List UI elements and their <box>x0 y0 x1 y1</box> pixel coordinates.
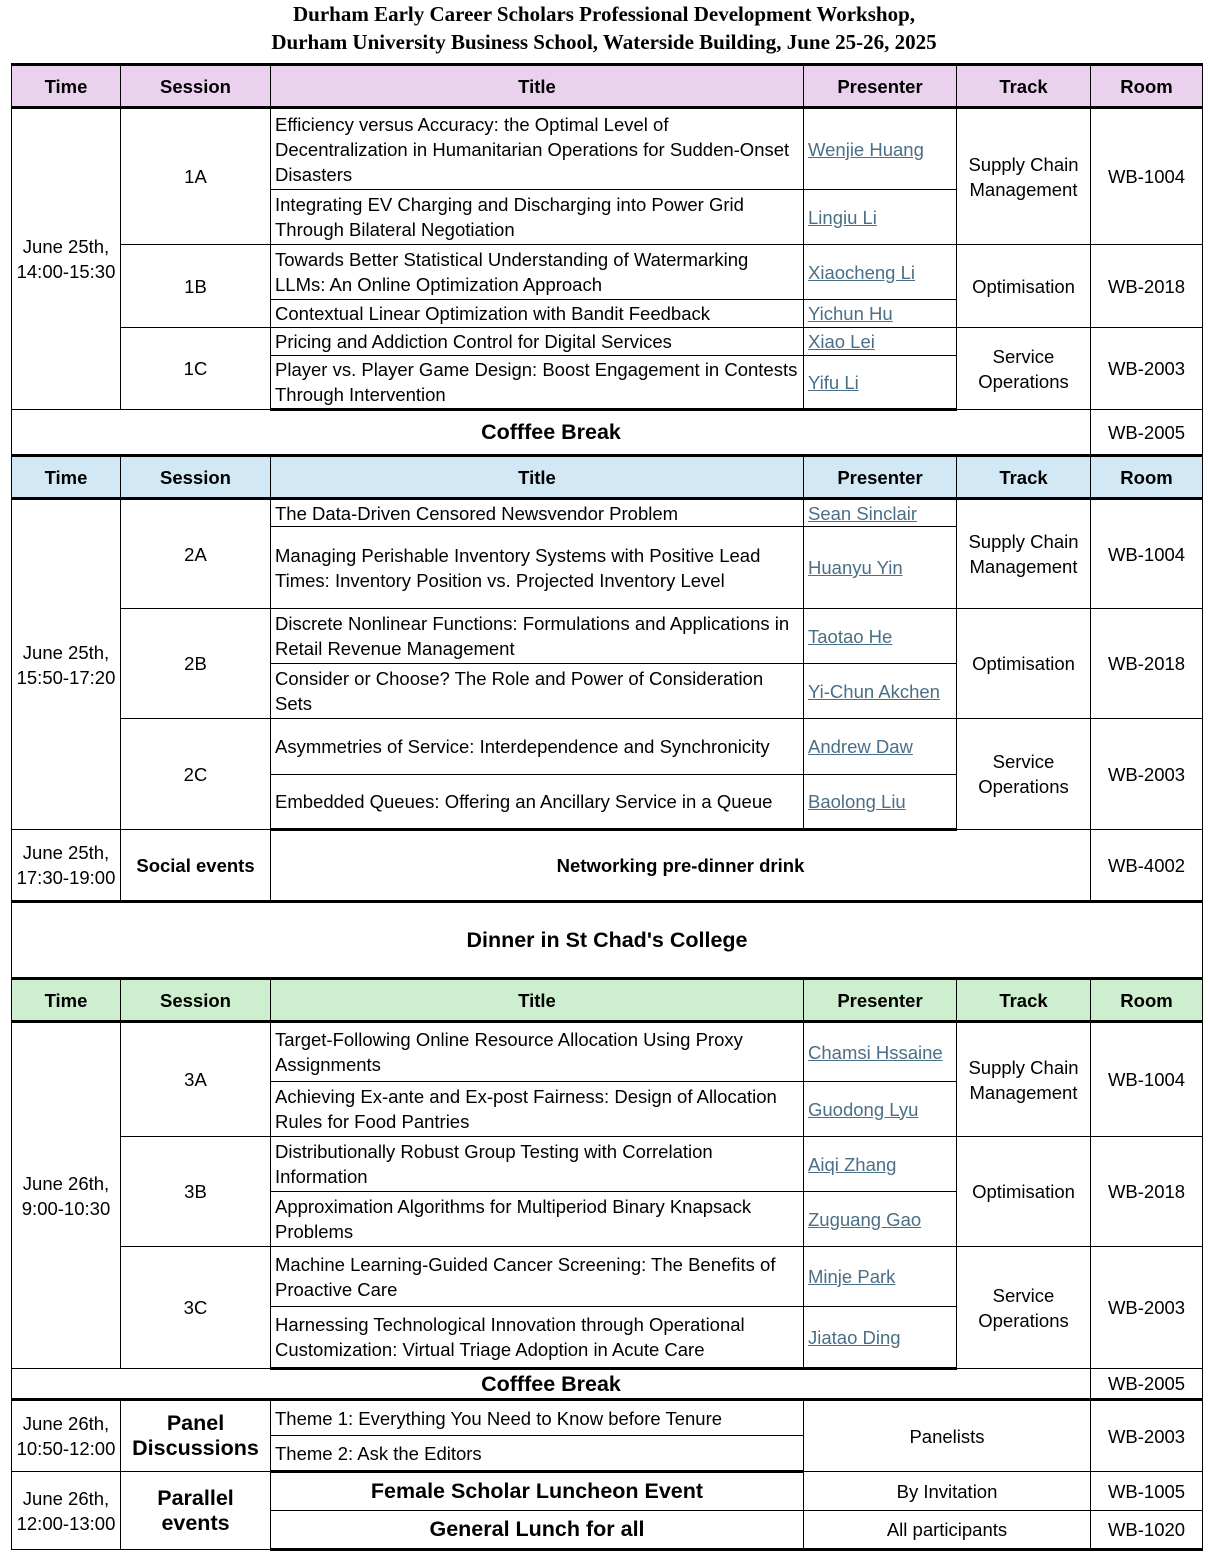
room: WB-2018 <box>1091 245 1203 328</box>
table-row <box>12 1137 1203 1192</box>
presenter-link[interactable]: Zuguang Gao <box>808 1208 922 1230</box>
session-label: Parallel events <box>121 1472 271 1550</box>
room: WB-2003 <box>1091 1247 1203 1369</box>
room: WB-2018 <box>1091 609 1203 719</box>
track: Supply Chain Management <box>957 108 1091 245</box>
track: Optimisation <box>957 1137 1091 1247</box>
talk-title: Player vs. Player Game Design: Boost Engagement in Contests Through Intervention <box>271 356 804 410</box>
talk-title: Integrating EV Charging and Discharging into Power Grid Through Bilateral Negotiation <box>271 190 804 245</box>
col-title: Title <box>271 456 804 499</box>
panel-theme-2: Theme 2: Ask the Editors <box>271 1436 804 1472</box>
table-row <box>12 609 1203 664</box>
col-time: Time <box>12 65 121 108</box>
session-label: Panel Discussions <box>121 1400 271 1472</box>
presenter-link[interactable]: Xiaocheng Li <box>808 261 915 283</box>
presenter-link[interactable]: Sean Sinclair <box>808 502 918 524</box>
talk-title: Discrete Nonlinear Functions: Formulations and Applications in Retail Revenue Management <box>271 609 804 664</box>
workshop-title-line-1: Durham Early Career Scholars Professional Development Workshop, <box>292 2 916 26</box>
session-id: 3B <box>121 1137 271 1247</box>
room: WB-2003 <box>1091 719 1203 830</box>
time-slot: June 25th, 15:50-17:20 <box>12 499 121 830</box>
table-row <box>12 719 1203 775</box>
col-presenter: Presenter <box>804 979 957 1022</box>
event-participants: By Invitation <box>804 1472 1091 1511</box>
presenter-link[interactable]: Yichun Hu <box>808 303 893 324</box>
coffee-break-label: Cofffee Break <box>12 410 1091 456</box>
talk-title: Embedded Queues: Offering an Ancillary Service in a Queue <box>271 775 804 830</box>
session-id: 2C <box>121 719 271 830</box>
session-id: 3C <box>121 1247 271 1369</box>
col-room: Room <box>1091 979 1203 1022</box>
session-id: 2B <box>121 609 271 719</box>
event-label: Networking pre-dinner drink <box>271 830 1091 902</box>
session-label: Social events <box>121 830 271 902</box>
presenter-link[interactable]: Yifu Li <box>808 371 859 393</box>
col-track: Track <box>957 65 1091 108</box>
time-slot: June 26th, 12:00-13:00 <box>12 1472 121 1550</box>
track: Supply Chain Management <box>957 499 1091 609</box>
session-id: 1C <box>121 328 271 410</box>
col-track: Track <box>957 979 1091 1022</box>
talk-title: Towards Better Statistical Understanding of Watermarking LLMs: An Online Optimization Approach <box>271 245 804 300</box>
table-row <box>12 328 1203 356</box>
talk-title: Managing Perishable Inventory Systems with Positive Lead Times: Inventory Position vs. Projected Inventory Level <box>271 527 804 609</box>
coffee-break-row <box>12 1369 1203 1400</box>
room: WB-2003 <box>1091 328 1203 410</box>
table-row <box>12 108 1203 190</box>
track: Service Operations <box>957 1247 1091 1369</box>
coffee-break-row <box>12 410 1203 456</box>
talk-title: Harnessing Technological Innovation through Operational Customization: Virtual Triage Adoption in Acute Care <box>271 1307 804 1369</box>
presenter-link[interactable]: Minje Park <box>808 1266 896 1287</box>
track: Optimisation <box>957 609 1091 719</box>
presenter-link[interactable]: Andrew Daw <box>808 736 913 757</box>
session-id: 3A <box>121 1022 271 1137</box>
presenter-link[interactable]: Yi-Chun Akchen <box>808 680 940 702</box>
track: Service Operations <box>957 719 1091 830</box>
col-time: Time <box>12 979 121 1022</box>
room: WB-1004 <box>1091 108 1203 245</box>
time-slot: June 26th, 10:50-12:00 <box>12 1400 121 1472</box>
presenter-link[interactable]: Xiao Lei <box>808 331 875 352</box>
presenter-link[interactable]: Guodong Lyu <box>808 1098 919 1120</box>
session-id: 1A <box>121 108 271 245</box>
col-session: Session <box>121 65 271 108</box>
talk-title: Achieving Ex-ante and Ex-post Fairness: Design of Allocation Rules for Food Pantries <box>271 1082 804 1137</box>
header-row <box>12 456 1203 499</box>
table-row <box>12 1022 1203 1082</box>
panel-participants: Panelists <box>804 1400 1091 1472</box>
room: WB-2005 <box>1091 410 1203 456</box>
talk-title: Target-Following Online Resource Allocation Using Proxy Assignments <box>271 1022 804 1082</box>
session-id: 2A <box>121 499 271 609</box>
room: WB-1005 <box>1091 1472 1203 1511</box>
session-id: 1B <box>121 245 271 328</box>
talk-title: Asymmetries of Service: Interdependence and Synchronicity <box>271 719 804 775</box>
presenter-link[interactable]: Aiqi Zhang <box>808 1153 897 1175</box>
talk-title: The Data-Driven Censored Newsvendor Problem <box>271 499 804 527</box>
presenter-link[interactable]: Lingiu Li <box>808 206 877 228</box>
coffee-break-label: Cofffee Break <box>12 1369 1091 1400</box>
presenter-link[interactable]: Chamsi Hssaine <box>808 1041 943 1063</box>
workshop-title-line-2: Durham University Business School, Waterside Building, June 25-26, 2025 <box>271 30 937 54</box>
col-presenter: Presenter <box>804 65 957 108</box>
social-row <box>12 830 1203 902</box>
event-participants: All participants <box>804 1511 1091 1550</box>
track: Supply Chain Management <box>957 1022 1091 1137</box>
presenter-link[interactable]: Huanyu Yin <box>808 557 903 578</box>
talk-title: Machine Learning-Guided Cancer Screening: The Benefits of Proactive Care <box>271 1247 804 1307</box>
room: WB-2003 <box>1091 1400 1203 1472</box>
room: WB-2018 <box>1091 1137 1203 1247</box>
col-session: Session <box>121 979 271 1022</box>
parallel-row <box>12 1472 1203 1511</box>
col-time: Time <box>12 456 121 499</box>
room: WB-2005 <box>1091 1369 1203 1400</box>
talk-title: Approximation Algorithms for Multiperiod Binary Knapsack Problems <box>271 1192 804 1247</box>
col-title: Title <box>271 979 804 1022</box>
talk-title: Distributionally Robust Group Testing with Correlation Information <box>271 1137 804 1192</box>
time-slot: June 25th, 14:00-15:30 <box>12 108 121 410</box>
col-session: Session <box>121 456 271 499</box>
dinner-row <box>12 902 1203 979</box>
room: WB-4002 <box>1091 830 1203 902</box>
talk-title: Pricing and Addiction Control for Digital Services <box>271 328 804 356</box>
header-row <box>12 65 1203 108</box>
schedule-table <box>11 63 1203 1551</box>
talk-title: Contextual Linear Optimization with Bandit Feedback <box>271 300 804 328</box>
event-label: General Lunch for all <box>271 1511 804 1550</box>
track: Optimisation <box>957 245 1091 328</box>
room: WB-1020 <box>1091 1511 1203 1550</box>
presenter-link[interactable]: Jiatao Ding <box>808 1326 901 1348</box>
col-title: Title <box>271 65 804 108</box>
time-slot: June 26th, 9:00-10:30 <box>12 1022 121 1369</box>
talk-title: Efficiency versus Accuracy: the Optimal Level of Decentralization in Humanitarian Operations for Sudden-Onset Disasters <box>271 108 804 190</box>
presenter-link[interactable]: Baolong Liu <box>808 791 906 812</box>
table-row <box>12 245 1203 300</box>
panel-theme-1: Theme 1: Everything You Need to Know before Tenure <box>271 1400 804 1436</box>
table-row <box>12 1247 1203 1307</box>
time-slot: June 25th, 17:30-19:00 <box>12 830 121 902</box>
presenter-link[interactable]: Wenjie Huang <box>808 138 924 160</box>
event-label: Female Scholar Luncheon Event <box>271 1472 804 1511</box>
dinner-label: Dinner in St Chad's College <box>12 902 1203 979</box>
col-track: Track <box>957 456 1091 499</box>
col-presenter: Presenter <box>804 456 957 499</box>
track: Service Operations <box>957 328 1091 410</box>
col-room: Room <box>1091 65 1203 108</box>
table-row <box>12 499 1203 527</box>
header-row <box>12 979 1203 1022</box>
col-room: Room <box>1091 456 1203 499</box>
presenter-link[interactable]: Taotao He <box>808 625 893 647</box>
talk-title: Consider or Choose? The Role and Power of Consideration Sets <box>271 664 804 719</box>
panel-row <box>12 1400 1203 1436</box>
room: WB-1004 <box>1091 1022 1203 1137</box>
room: WB-1004 <box>1091 499 1203 609</box>
